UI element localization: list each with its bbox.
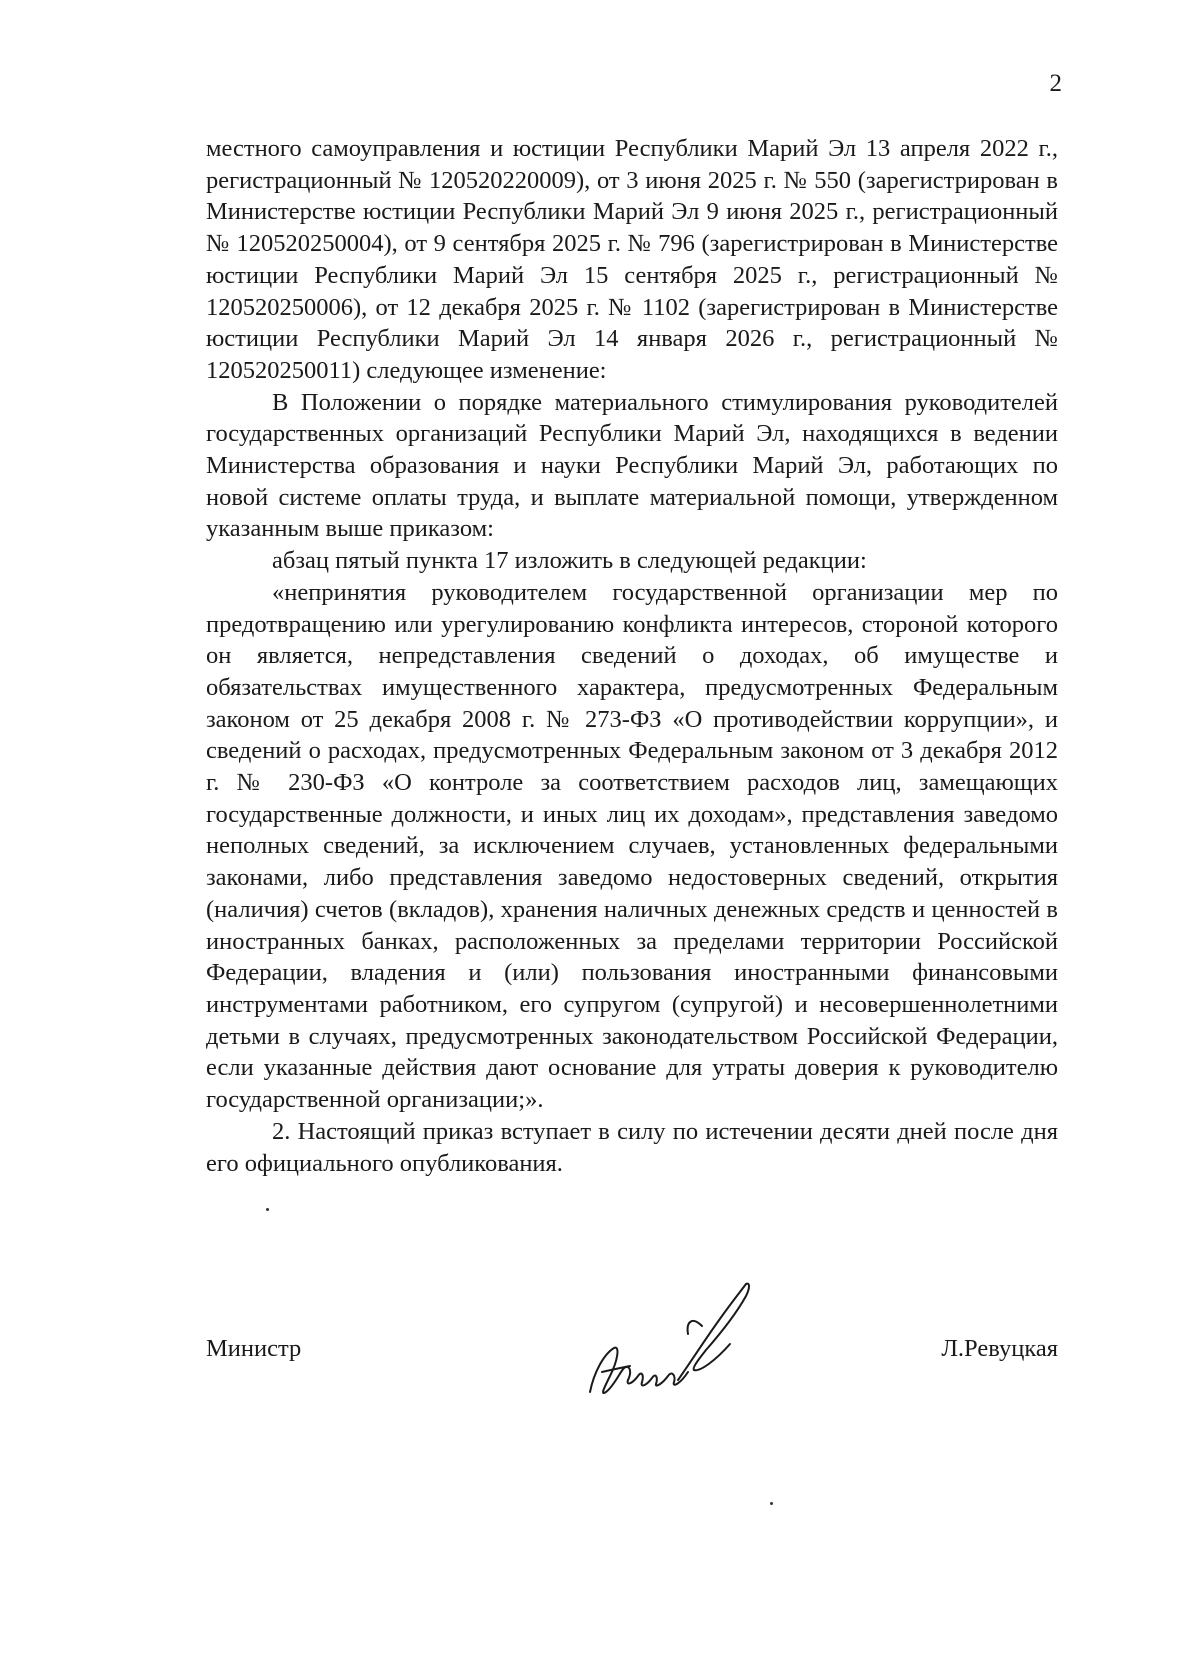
paragraph-new-clause-text: «непринятия руководителем государственной организации мер по предотвращению или урегулированию конфликта интересов, стороной которого он является, непредставления сведений о доходах, об имуществе и обязательствах имущественного характера, предусмотренных Федеральным законом от 25 декабря 2008 г. № 273-ФЗ «О противодействии коррупции», и сведений о расходах, предусмотренных Федеральным законом от 3 декабря 2012 г. № 230-ФЗ «О контроле за соответствием расходов лиц, замещающих государственные должности, и иных лиц их доходам», представления заведомо неполных сведений, за исключением случаев, установленных федеральными законами, либо представления заведомо недостоверных сведений, открытия (наличия) счетов (вкладов), хранения наличных денежных средств и ценностей в иностранных банках, расположенных за пределами территории Российской Федерации, владения и (или) пользования иностранными финансовыми инструментами работником, его супругом (супругой) и несовершеннолетними детьми в случаях, предусмотренных законодательством Российской Федерации, если указанные действия дают основание для утраты доверия к руководителю государственной организации;». <box>206 578 1058 1114</box>
paragraph-effective-date: 2. Настоящий приказ вступает в силу по истечении десяти дней после дня его официального опубликования. <box>206 1117 1058 1177</box>
paragraph-regulation-reference: В Положении о порядке материального стимулирования руководителей государственных организаций Республики Марий Эл, находящихся в ведении Министерства образования и науки Республики Марий Эл, работающих по новой системе оплаты труда, и выплате материальной помощи, утвержденном указанным выше приказом: <box>206 388 1058 543</box>
document-body <box>206 133 1058 1179</box>
paragraph-amendment-list: местного самоуправления и юстиции Республики Марий Эл 13 апреля 2022 г., регистрационный № 120520220009), от 3 июня 2025 г. № 550 (зарегистрирован в Министерстве юстиции Республики Марий Эл 9 июня 2025 г., регистрационный № 120520250004), от 9 сентября 2025 г. № 796 (зарегистрирован в Министерстве юстиции Республики Марий Эл 15 сентября 2025 г., регистрационный № 120520250006), от 12 декабря 2025 г. № 1102 (зарегистрирован в Министерстве юстиции Республики Марий Эл 14 января 2026 г., регистрационный № 120520250011) следующее изменение: <box>206 135 1058 384</box>
scan-speck <box>266 1208 269 1211</box>
official-name: Л.Ревуцкая <box>941 1335 1058 1362</box>
handwritten-signature <box>580 1272 790 1412</box>
page-number: 2 <box>1049 70 1062 97</box>
position-title: Министр <box>206 1335 302 1362</box>
paragraph-clause-instruction: абзац пятый пункта 17 изложить в следующей редакции: <box>272 547 867 575</box>
scan-speck <box>770 1502 773 1505</box>
